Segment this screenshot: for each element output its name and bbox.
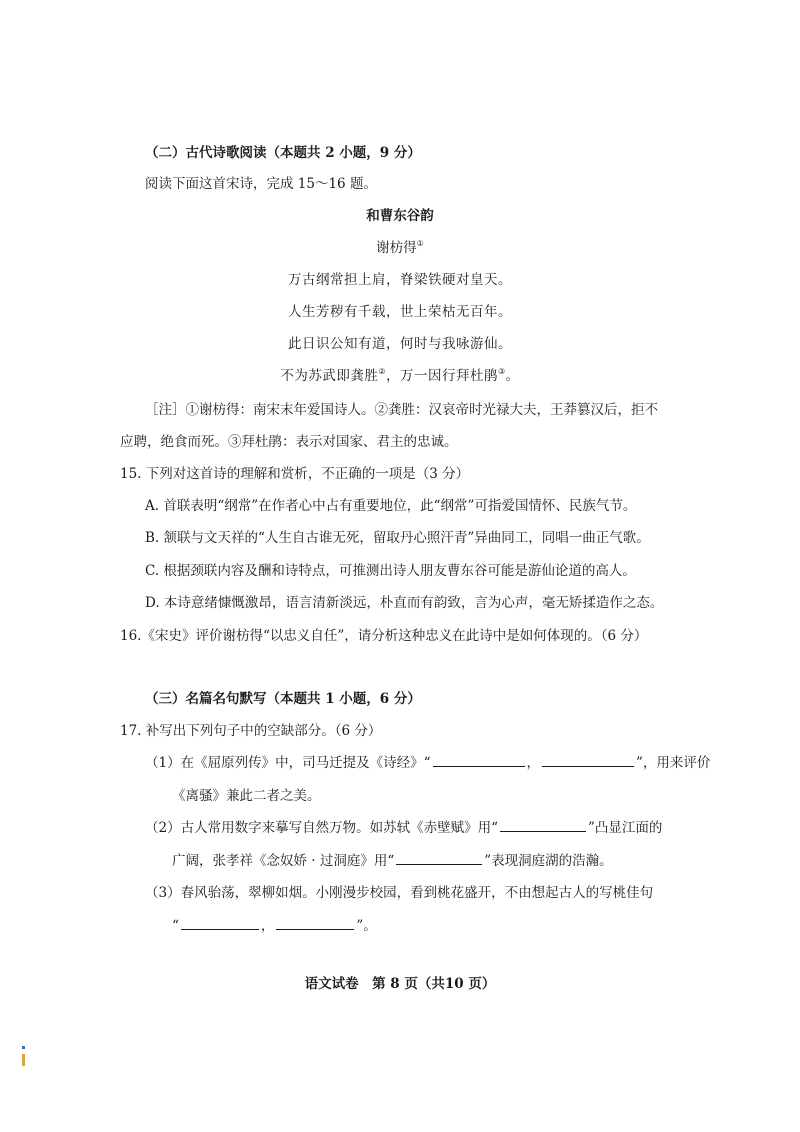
q17-p2-text-d: ”表现洞庭湖的浩瀚。 [484, 853, 613, 869]
question-17-part-1-line-1 [145, 753, 710, 773]
poem-title: 和曹东谷韵 [366, 208, 434, 224]
section3-heading: （三）名篇名句默写（本题共 1 小题，6 分） [145, 691, 421, 707]
poem-line-2: 人生芳秽有千载，世上荣枯无百年。 [288, 304, 512, 320]
poem-notes-line-2: 应聘，绝食而死。③拜杜鹃：表示对国家、君主的忠诚。 [120, 434, 458, 450]
poem-line-4-footnote-2: ② [378, 367, 386, 376]
q17-p1-text-b: ”，用来评价 [636, 755, 711, 771]
question-15-option-a: A. 首联表明“纲常”在作者心中占有重要地位，此“纲常”可指爱国情怀、民族气节。 [145, 498, 637, 514]
question-17-part-2-line-1 [145, 818, 662, 838]
corner-marker-blue [22, 1046, 25, 1049]
page-footer: 语文试卷 第 8 页（共10 页） [304, 976, 496, 992]
q17-p1-text-a: （1）在《屈原列传》中，司马迁提及《诗经》“ [145, 755, 431, 771]
poem-notes-line-1: ［注］①谢枋得：南宋末年爱国诗人。②龚胜：汉哀帝时光禄大夫，王莽篡汉后，拒不 [145, 402, 658, 418]
poem-author-name: 谢枋得 [376, 240, 417, 256]
fill-blank [181, 917, 259, 930]
q17-p2-text-a: （2）古人常用数字来摹写自然万物。如苏轼《赤壁赋》用“ [145, 820, 498, 836]
q17-p3-close-quote: ”。 [356, 918, 377, 934]
question-15-option-d: D. 本诗意绪慷慨激昂，语言清新淡远，朴直而有韵致，言为心声，毫无矫揉造作之态。 [145, 595, 664, 611]
poem-author-footnote: ① [416, 239, 424, 248]
section2-heading: （二）古代诗歌阅读（本题共 2 小题，9 分） [145, 145, 421, 161]
fill-blank [433, 754, 525, 767]
question-17-part-1-line-2: 《离骚》兼此二者之美。 [172, 788, 321, 804]
q17-p2-text-c: 广阔，张孝祥《念奴娇 · 过洞庭》用“ [172, 853, 395, 869]
question-15-stem: 15. 下列对这首诗的理解和赏析，不正确的一项是（3 分） [120, 466, 470, 482]
question-16-stem: 16.《宋史》评价谢枋得“以忠义自任”，请分析这种忠义在此诗中是如何体现的。（6 分） [120, 628, 648, 644]
fill-blank [500, 819, 586, 832]
poem-line-4 [0, 366, 800, 386]
poem-line-3: 此日识公知有道，何时与我咏游仙。 [288, 336, 512, 352]
poem-line-4-part-2: ，万一因行拜杜鹃 [386, 368, 498, 384]
q17-p2-text-b: ”凸显江面的 [588, 820, 663, 836]
question-15-option-c: C. 根据颈联内容及酬和诗特点，可推测出诗人朋友曹东谷可能是游仙论道的高人。 [145, 563, 636, 579]
fill-blank [542, 754, 634, 767]
section2-intro: 阅读下面这首宋诗，完成 15～16 题。 [145, 176, 377, 192]
question-17-part-3-line-1: （3）春风骀荡，翠柳如烟。小刚漫步校园，看到桃花盛开，不由想起古人的写桃佳句 [145, 885, 654, 901]
fill-blank [396, 852, 482, 865]
question-17-stem: 17. 补写出下列句子中的空缺部分。（6 分） [120, 723, 382, 739]
q17-p3-open-quote: “ [172, 918, 179, 934]
corner-marker-orange [22, 1054, 25, 1066]
question-17-part-2-line-2 [172, 851, 613, 871]
question-17-part-3-line-2 [172, 916, 377, 936]
q17-p3-separator: ， [260, 918, 275, 934]
fill-blank [276, 917, 354, 930]
poem-author [0, 238, 800, 258]
question-15-option-b: B. 颔联与文天祥的“人生自古谁无死，留取丹心照汗青”异曲同工，同唱一曲正气歌。 [145, 530, 650, 546]
q17-p1-separator: ， [526, 755, 540, 771]
poem-line-4-footnote-3: ③ [498, 367, 506, 376]
poem-line-4-part-1: 不为苏武即龚胜 [280, 368, 379, 384]
poem-line-4-part-3: 。 [505, 368, 520, 384]
poem-line-1: 万古纲常担上肩，脊梁铁硬对皇天。 [288, 272, 512, 288]
